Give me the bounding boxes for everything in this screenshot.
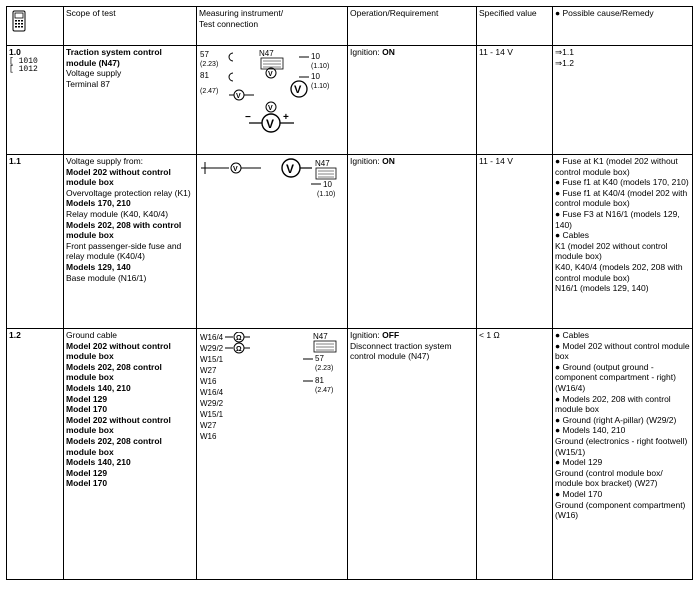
cause-item: ● Fuse at K1 (model 202 without control module box) [555,156,678,177]
scope-line: Model 202 without control module box [66,340,171,362]
pin-label: 10 [311,52,320,61]
module-label: N47 [313,332,328,341]
cause-item: Ground (component compartment) (W16) [555,499,686,521]
voltmeter-diagram [199,158,339,198]
ignition-value: ON [382,156,395,166]
step-cell [7,329,64,580]
cause-item: ● Ground (right A-pillar) (W29/2) [555,414,677,425]
scope-line: Front passenger-side fuse and relay module (K40/4) [66,240,182,262]
cause-cell [553,329,693,580]
instrument-cell [197,46,348,155]
scope-line: Models 170, 210 [66,198,131,209]
header-cause: ● Possible cause/Remedy [553,7,693,46]
pin-sub: (1.10) [311,83,330,90]
pin-label: 57 [200,50,209,59]
scope-line: Models 202, 208 control module box [66,435,162,457]
pin-sub: (2.47) [315,387,334,394]
connector-icon [316,168,336,179]
test-row-1-1 [7,155,693,329]
scope-line: Overvoltage protection relay (K1) [66,187,191,198]
pin-sub: (1.10) [317,191,336,198]
pin-label: 10 [311,72,320,81]
ignition-label: Ignition: [350,330,380,340]
svg-text:V: V [233,166,238,173]
code-line: [ 1010 [9,56,38,66]
cause-cell [553,155,693,329]
svg-text:−: − [245,112,251,123]
module-label: N47 [315,159,330,168]
connector-icon [261,58,283,69]
ignition-label: Ignition: [350,47,380,57]
ignition-value: OFF [382,330,400,340]
scope-line: Model 170 [66,404,108,415]
scope-line: Terminal 87 [66,78,110,89]
ground-label: W29/2 [200,399,224,408]
scope-line: Models 140, 210 [66,382,131,393]
scope-line: Model 129 [66,467,108,478]
ground-icon [201,162,209,174]
cause-item: ● Cables [555,330,589,340]
ground-label: W16 [200,377,217,386]
cause-item: ● Model 129 [555,457,603,468]
ground-label: W27 [200,366,217,375]
specified-cell: 11 - 14 V [477,155,553,329]
svg-text:Ω: Ω [236,346,242,353]
ohmmeter-diagram [199,332,339,442]
step-cell [7,155,64,329]
svg-text:+: + [283,112,289,123]
scope-line: Ground cable [66,330,118,340]
instrument-cell [197,155,348,329]
header-operation: Operation/Requirement [348,7,477,46]
svg-text:V: V [266,117,275,131]
svg-text:V: V [268,71,273,78]
pin-sub: (2.23) [315,365,334,372]
step-number: 1.1 [9,156,21,166]
step-cell [7,46,64,155]
scope-title: Traction system control module (N47) [66,47,162,68]
scope-line: Model 129 [66,393,108,404]
cause-item: ● Fuse f1 at K40 (models 170, 210) [555,177,689,188]
scope-line: Models 129, 140 [66,261,131,272]
scope-line: Model 202 without control module box [66,166,171,188]
cause-item: K1 (model 202 without control module box) [555,240,668,262]
cause-link[interactable]: ⇒1.1 [555,47,574,57]
test-row-1-2 [7,329,693,580]
header-specified: Specified value [477,7,553,46]
connector-icon [314,341,336,352]
cause-item: ● Fuse F3 at N16/1 (models 129, 140) [555,208,680,230]
ground-label: W29/2 [200,344,224,353]
header-scope: Scope of test [64,7,197,46]
cause-item: N16/1 (models 129, 140) [555,283,649,294]
header-icon-cell [7,7,64,46]
scope-cell [64,46,197,155]
svg-text:V: V [294,84,302,96]
handheld-tester-icon [12,10,26,32]
scope-line: Models 202, 208 control module box [66,361,162,383]
cause-item: K40, K40/4 (models 202, 208 with control module box) [555,261,683,283]
scope-line: Models 140, 210 [66,457,131,468]
module-label: N47 [259,49,274,58]
pin-label: 57 [315,354,324,363]
operation-cell [348,329,477,580]
voltmeter-diagram [199,49,339,137]
scope-line: Relay module (K40, K40/4) [66,208,169,219]
scope-line: Voltage supply from: [66,156,144,166]
operation-instruction: Disconnect traction system control module (N47) [350,340,452,362]
pin-sub: (2.47) [200,88,219,95]
ground-label: W15/1 [200,410,224,419]
cause-item: Ground (control module box/ module box bracket) (W27) [555,467,663,489]
pin-sub: (1.10) [311,63,330,70]
cause-item: ● Model 170 [555,488,603,499]
ground-label: W16/4 [200,333,224,342]
scope-line: Voltage supply [66,68,122,79]
cause-item: ● Ground (output ground - component compartment - right) (W16/4) [555,361,676,393]
cause-item: ● Fuse f1 at K40/4 (model 202 with control module box) [555,187,688,209]
scope-cell [64,155,197,329]
code-line: [ 1012 [9,64,38,74]
operation-cell [348,155,477,329]
pin-sub: (2.23) [200,61,219,68]
specified-cell: 11 - 14 V [477,46,553,155]
cause-item: ● Model 202 without control module box [555,340,690,362]
ignition-label: Ignition: [350,156,380,166]
cause-item: Ground (electronics - right footwell) (W15/1) [555,435,688,457]
cause-item: ● Models 140, 210 [555,425,626,436]
scope-line: Model 170 [66,478,108,489]
scope-line: Model 202 without control module box [66,414,171,436]
cause-cell [553,46,693,155]
instrument-cell [197,329,348,580]
ground-label: W27 [200,421,217,430]
ground-label: W16/4 [200,388,224,397]
svg-text:V: V [236,93,241,100]
header-instrument: Measuring instrument/ Test connection [197,7,348,46]
cause-link[interactable]: ⇒1.2 [555,57,574,68]
test-table [6,6,693,580]
scope-cell [64,329,197,580]
ignition-value: ON [382,47,395,57]
scope-line: Base module (N16/1) [66,272,147,283]
cause-item: ● Models 202, 208 with control module box [555,393,671,415]
svg-text:V: V [286,162,295,176]
operation-cell [348,46,477,155]
ground-label: W15/1 [200,355,224,364]
pin-label: 81 [315,376,324,385]
test-row-1-0 [7,46,693,155]
specified-cell: < 1 Ω [477,329,553,580]
pin-label: 81 [200,71,209,80]
svg-text:Ω: Ω [236,335,242,342]
ground-label: W16 [200,432,217,441]
svg-text:V: V [268,105,273,112]
scope-line: Models 202, 208 with control module box [66,219,182,241]
header-row [7,7,693,46]
pin-label: 10 [323,180,332,189]
step-number: 1.0 [9,47,21,57]
cause-item: ● Cables [555,230,589,241]
step-number: 1.2 [9,330,21,340]
